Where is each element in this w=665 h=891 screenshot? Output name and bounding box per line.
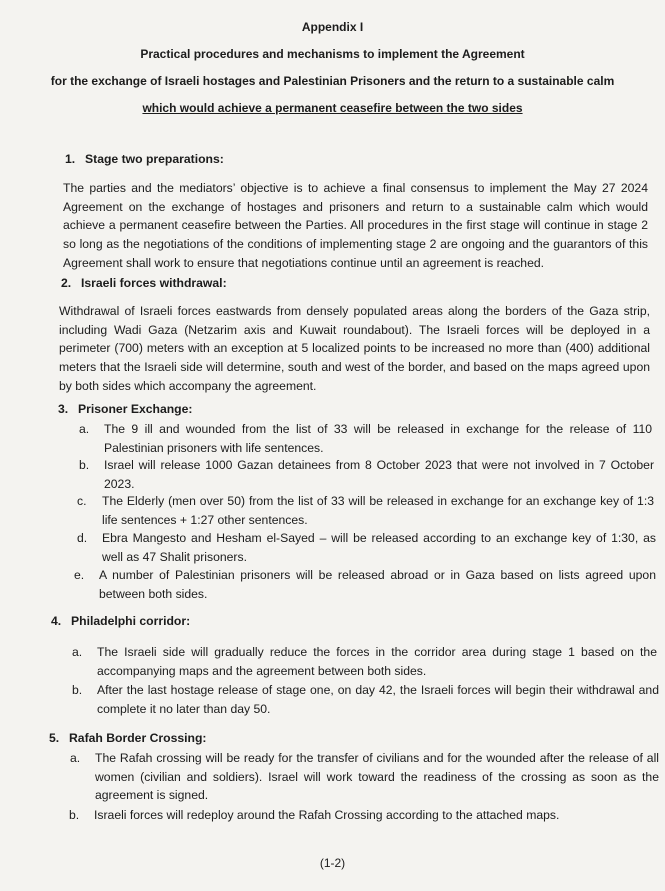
section-2-heading (61, 276, 227, 290)
section-2-number: 2. (61, 276, 72, 290)
item-text: The Elderly (men over 50) from the list of 33 will be released in exchange for an exchange key of 1:3 life sentences + 1:27 other sentences. (102, 494, 654, 527)
section-4-title: Philadelphi corridor: (71, 614, 191, 628)
section-5-title: Rafah Border Crossing: (69, 731, 207, 745)
document-title-line-1: Practical procedures and mechanisms to implement the Agreement (140, 47, 525, 61)
item-letter: b. (69, 808, 80, 822)
item-letter: b. (79, 458, 90, 472)
item-letter: a. (72, 645, 83, 659)
section-1-paragraph: The parties and the mediators’ objective is to achieve a final consensus to implement the May 27 2024 Agreement on the exchange of hostages and prisoners and return to a sustainable calm which would achieve a permanent ceasefire between the Parties. All procedures in the first stage will continue in stage 2 so long as the negotiations of the conditions of implementing stage 2 are ongoing and the guarantors of this Agreement shall work to ensure that negotiations continue until an agreement is reached. (63, 181, 648, 270)
item-text: The 9 ill and wounded from the list of 33 will be released in exchange for the release of 110 Palestinian prisoners with life sentences. (104, 422, 652, 455)
section-3-heading (58, 402, 192, 416)
item-letter: a. (70, 751, 81, 765)
section-3-item-e (74, 566, 656, 603)
item-letter: a. (79, 422, 90, 436)
section-4-item-b (72, 681, 659, 718)
document-title-line-2: for the exchange of Israeli hostages and Palestinian Prisoners and the return to a sustainable calm (50, 74, 615, 88)
section-4-heading (51, 614, 190, 628)
section-5-item-a (70, 749, 659, 805)
item-text: The Israeli side will gradually reduce the forces in the corridor area during stage 1 based on the accompanying maps and the agreement between both sides. (97, 645, 657, 678)
section-3-item-a (79, 420, 652, 457)
appendix-title: Appendix I (301, 20, 364, 34)
section-1-heading (65, 152, 224, 166)
section-2-paragraph: Withdrawal of Israeli forces eastwards from densely populated areas along the borders of the Gaza strip, including Wadi Gaza (Netzarim axis and Kuwait roundabout). The Israeli forces will be deployed in a perimeter (700) meters with an exception at 5 localized points to be increased no more than (400) additional meters that the Israeli side will determine, south and west of the border, and based on the maps agreed upon by both sides which accompany the agreement. (59, 304, 650, 393)
section-4-item-a (72, 643, 657, 680)
item-letter: c. (77, 494, 87, 508)
section-4-number: 4. (51, 614, 62, 628)
section-3-title: Prisoner Exchange: (78, 402, 193, 416)
item-letter: e. (74, 568, 85, 582)
section-5-heading (49, 731, 206, 745)
section-2-title: Israeli forces withdrawal: (81, 276, 227, 290)
section-3-number: 3. (58, 402, 69, 416)
item-text: After the last hostage release of stage one, on day 42, the Israeli forces will begin their withdrawal and complete it no later than day 50. (97, 683, 659, 716)
section-1-title: Stage two preparations: (85, 152, 224, 166)
section-3-item-d (77, 529, 656, 566)
underlined-title-text: which would achieve a permanent ceasefire between the two sides (142, 101, 523, 115)
section-5-number: 5. (49, 731, 60, 745)
item-text: Ebra Mangesto and Hesham el-Sayed – will be released according to an exchange key of 1:30, as well as 47 Shalit prisoners. (102, 531, 656, 564)
document-title-line-3 (0, 101, 665, 115)
item-text: A number of Palestinian prisoners will be released abroad or in Gaza based on lists agreed upon between both sides. (99, 568, 656, 601)
section-3-item-c (77, 492, 654, 529)
section-5-item-b (69, 806, 659, 825)
item-text: Israel will release 1000 Gazan detainees from 8 October 2023 that were not involved in 7 October 2023. (104, 458, 654, 491)
section-3-item-b (79, 456, 654, 493)
item-text: The Rafah crossing will be ready for the transfer of civilians and for the wounded after the release of all women (civilian and soldiers). Israel will work toward the readiness of the crossing as soon as the agreement is signed. (95, 751, 659, 802)
section-1-number: 1. (65, 152, 76, 166)
item-letter: d. (77, 531, 88, 545)
item-letter: b. (72, 683, 83, 697)
page-number: (1-2) (319, 856, 346, 870)
item-text: Israeli forces will redeploy around the Rafah Crossing according to the attached maps. (94, 808, 560, 822)
